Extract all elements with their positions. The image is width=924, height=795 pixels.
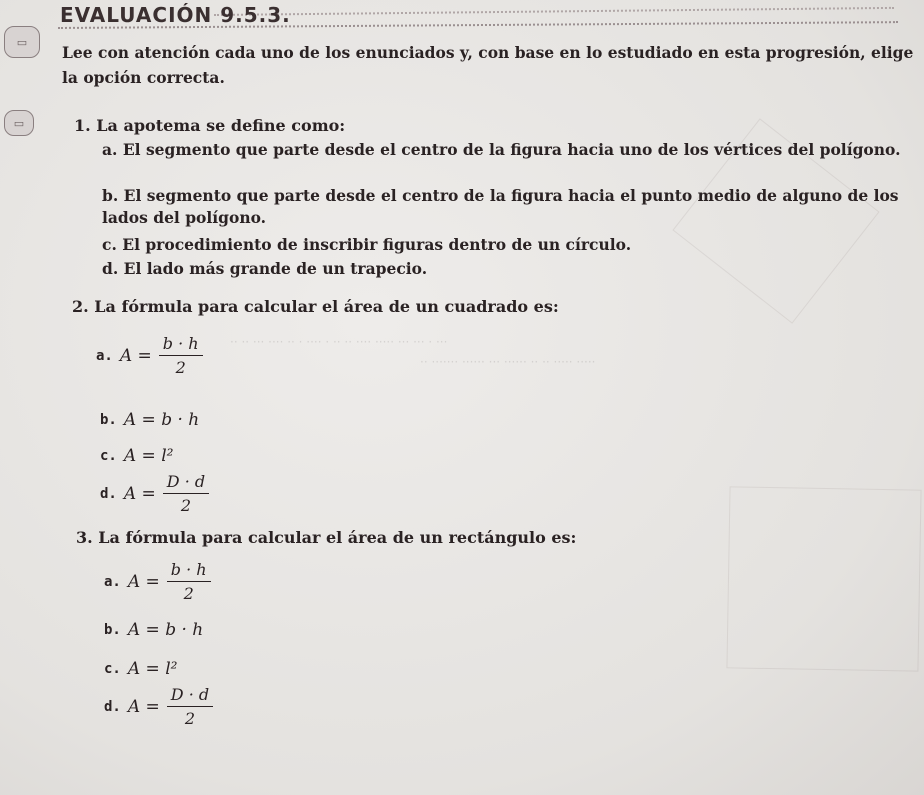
option-text: El segmento que parte desde el centro de la figura hacia el punto medio de alguno de los lados del polígono. xyxy=(102,186,899,227)
bleed-through-text: ·· ·· ··· ···· ·· · ···· · ·· ·· ···· ····· ··· ··· · ··· xyxy=(230,335,448,349)
question-text: La fórmula para calcular el área de un rectángulo es: xyxy=(98,528,577,547)
fraction-denominator: 2 xyxy=(180,496,192,515)
option-letter: a. xyxy=(104,573,121,590)
q2-option-d[interactable] xyxy=(100,472,209,515)
option-text: El procedimiento de inscribir figuras dentro de un círculo. xyxy=(122,235,632,254)
fraction-numerator: D · d xyxy=(167,685,213,707)
option-text: El lado más grande de un trapecio. xyxy=(123,259,428,278)
formula-fraction xyxy=(167,560,211,603)
instructions: Lee con atención cada uno de los enunciados y, con base en lo estudiado en esta progresión, elige la opción correcta. xyxy=(62,43,914,87)
evaluation-icon xyxy=(4,110,34,136)
option-letter: b. xyxy=(104,622,121,638)
q1-option-d[interactable] xyxy=(102,258,882,280)
option-letter: a. xyxy=(96,347,113,364)
q1-option-b[interactable] xyxy=(102,185,918,229)
fraction-denominator: 2 xyxy=(175,358,186,377)
q2-option-b[interactable] xyxy=(100,410,199,430)
bleed-through-text: ·· ······· ······ ··· ······ ·· ·· ····· ····· xyxy=(420,355,596,369)
formula-fraction xyxy=(167,685,213,728)
option-letter: d. xyxy=(102,259,119,278)
q3-option-c[interactable] xyxy=(104,659,177,679)
option-letter: a. xyxy=(102,140,118,159)
q2-option-c[interactable] xyxy=(100,446,173,466)
formula: A = l² xyxy=(123,446,174,466)
fraction-numerator: D · d xyxy=(163,472,209,494)
option-text: El segmento que parte desde el centro de la figura hacia uno de los vértices del polígono. xyxy=(122,140,901,159)
fraction-numerator: b · h xyxy=(167,560,211,582)
formula-lhs: A = xyxy=(123,483,156,504)
fraction-denominator: 2 xyxy=(184,709,196,728)
q2-option-a[interactable] xyxy=(96,334,203,377)
q3-option-a[interactable] xyxy=(104,560,211,603)
question-number: 2. xyxy=(72,297,89,316)
option-letter: d. xyxy=(104,698,121,715)
title-rule-upper xyxy=(214,7,894,16)
option-letter: c. xyxy=(102,235,117,254)
formula-fraction xyxy=(163,472,209,515)
q1-option-a[interactable] xyxy=(102,139,918,161)
q3-option-b[interactable] xyxy=(104,620,203,640)
formula: A = b · h xyxy=(127,620,204,640)
option-letter: c. xyxy=(104,661,121,677)
question-number: 1. xyxy=(74,116,91,135)
formula: A = l² xyxy=(127,659,178,679)
q3-option-d[interactable] xyxy=(104,685,213,728)
question-2 xyxy=(72,297,559,316)
option-letter: d. xyxy=(100,485,117,502)
question-3 xyxy=(76,528,576,547)
formula-lhs: A = xyxy=(119,345,152,366)
question-text: La fórmula para calcular el área de un cuadrado es: xyxy=(94,297,559,316)
question-text: La apotema se define como: xyxy=(96,116,346,135)
formula-lhs: A = xyxy=(127,696,160,717)
q1-option-c[interactable] xyxy=(102,234,882,256)
page-title: EVALUACIÓN 9.5.3. xyxy=(60,3,291,27)
progression-icon-glyph: ▭ xyxy=(16,35,28,49)
question-1 xyxy=(74,116,345,135)
bleed-through-square xyxy=(726,486,921,671)
formula: A = b · h xyxy=(123,410,200,430)
formula-fraction xyxy=(159,334,203,377)
option-letter: c. xyxy=(100,448,117,464)
option-letter: b. xyxy=(102,186,119,205)
option-letter: b. xyxy=(100,412,117,428)
evaluation-icon-glyph: ▭ xyxy=(13,116,25,130)
fraction-numerator: b · h xyxy=(159,334,203,356)
question-number: 3. xyxy=(76,528,93,547)
progression-icon xyxy=(4,26,40,58)
formula-lhs: A = xyxy=(127,571,160,592)
fraction-denominator: 2 xyxy=(183,584,194,603)
